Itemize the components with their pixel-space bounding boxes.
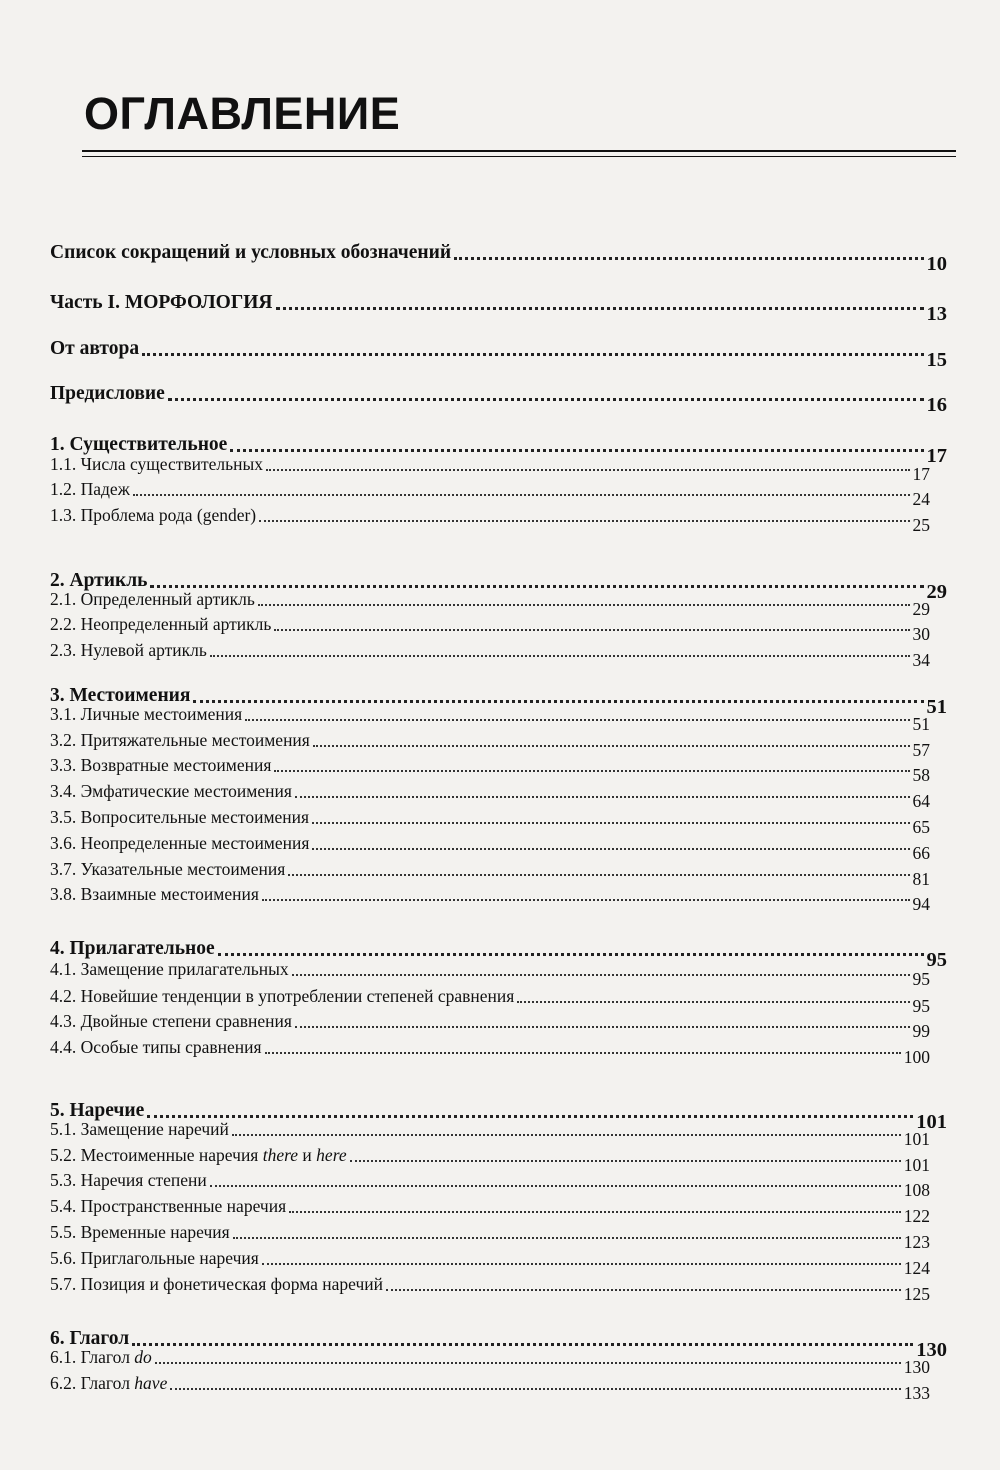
- toc-entry-title: Предисловие: [50, 383, 165, 404]
- toc-page-number: 29: [912, 599, 930, 619]
- toc-entry-title: 3.6. Неопределенные местоимения: [50, 833, 310, 853]
- toc-subsection-row: [50, 956, 930, 989]
- toc-page-number: 95: [912, 996, 930, 1016]
- toc-page-number: 94: [912, 894, 930, 914]
- toc-entry-title: 5.7. Позиция и фонетическая форма наречий: [50, 1274, 384, 1294]
- toc-section-row: [50, 328, 947, 371]
- toc-page-number: 30: [912, 624, 930, 644]
- dot-leader: [313, 735, 910, 747]
- toc-subsection-row: [50, 1167, 930, 1200]
- toc-entry-title: Часть I. МОРФОЛОГИЯ: [50, 292, 273, 313]
- toc-entry-title: 3.5. Вопросительные местоимения: [50, 807, 310, 827]
- toc-entry-title: 4. Прилагательное: [50, 938, 215, 959]
- dot-leader: [295, 786, 910, 798]
- toc-subsection-row: [50, 881, 930, 914]
- toc-entry-title: 3.3. Возвратные местоимения: [50, 755, 272, 775]
- dot-leader: [210, 645, 910, 657]
- toc-entry-title: От автора: [50, 338, 140, 359]
- toc-page-number: 16: [926, 394, 947, 416]
- toc-entry-title: 3. Местоимения: [50, 685, 191, 706]
- toc-entry-italic-term: here: [316, 1145, 347, 1165]
- dot-leader: [454, 247, 923, 260]
- toc-subsection-row: [50, 983, 930, 1016]
- toc-subsection-row: [50, 611, 930, 644]
- toc-subsection-row: [50, 752, 930, 785]
- toc-page-number: 108: [903, 1180, 930, 1200]
- dot-leader: [218, 943, 924, 956]
- toc-entry-title: 3.4. Эмфатические местоимения: [50, 781, 292, 801]
- toc-entry-title: 5.4. Пространственные наречия: [50, 1196, 287, 1216]
- toc-entry-title: 6. Глагол: [50, 1328, 130, 1349]
- dot-leader: [133, 484, 910, 496]
- toc-entry-title: 2.2. Неопределенный артикль: [50, 614, 272, 634]
- toc-page-number: 13: [926, 303, 947, 325]
- toc-page-number: 51: [912, 714, 930, 734]
- dot-leader: [295, 1016, 910, 1028]
- toc-page-number: 66: [912, 843, 930, 863]
- toc-page-number: 95: [926, 949, 947, 971]
- toc-page-number: 130: [916, 1339, 947, 1361]
- toc-page-number: 101: [903, 1129, 930, 1149]
- toc-page-number: 25: [912, 515, 930, 535]
- toc-section-row: [50, 232, 947, 275]
- toc-page-number: 65: [912, 817, 930, 837]
- toc-subsection-row: [50, 1271, 930, 1304]
- toc-page-number: 95: [912, 969, 930, 989]
- toc-entry-title: 5.1. Замещение наречий: [50, 1119, 229, 1139]
- toc-page-number: 100: [903, 1047, 930, 1067]
- toc-subsection-row: [50, 586, 930, 619]
- dot-leader: [274, 760, 909, 772]
- toc-page-number: 64: [912, 791, 930, 811]
- toc-entry-title: [50, 1347, 152, 1368]
- toc-section-row: [50, 373, 947, 416]
- toc-page-number: 133: [903, 1383, 930, 1403]
- toc-page-number: 123: [903, 1232, 930, 1252]
- toc-entry-title: 5. Наречие: [50, 1100, 145, 1121]
- dot-leader: [210, 1175, 901, 1187]
- dot-leader: [517, 991, 909, 1003]
- toc-subsection-row: [50, 856, 930, 889]
- toc-subsection-row: [50, 1344, 930, 1377]
- toc-entry-title: 2.1. Определенный артикль: [50, 589, 255, 609]
- toc-subsection-row: [50, 1142, 930, 1175]
- toc-entry-title: 3.2. Притяжательные местоимения: [50, 730, 310, 750]
- toc-page-number: 15: [926, 349, 947, 371]
- dot-leader: [289, 1201, 901, 1213]
- toc-entry-title: 4.4. Особые типы сравнения: [50, 1037, 262, 1057]
- toc-subsection-row: [50, 804, 930, 837]
- toc-subsection-row: [50, 778, 930, 811]
- toc-entry-title: 4.2. Новейшие тенденции в употреблении степеней сравнения: [50, 986, 515, 1006]
- dot-leader: [262, 889, 910, 901]
- dot-leader: [265, 1042, 901, 1054]
- dot-leader: [274, 619, 909, 631]
- toc-entry-title: 4.1. Замещение прилагательных: [50, 959, 289, 979]
- toc-entry-title: 5.5. Временные наречия: [50, 1222, 230, 1242]
- toc-page-number: 125: [903, 1284, 930, 1304]
- toc-page-number: 10: [926, 253, 947, 275]
- toc-subsection-row: [50, 1219, 930, 1252]
- toc-entry-text: 6.1. Глагол: [50, 1347, 135, 1367]
- toc-entry-title: Список сокращений и условных обозначений: [50, 242, 452, 263]
- toc-entry-title: [50, 1145, 347, 1166]
- toc-entry-title: 4.3. Двойные степени сравнения: [50, 1011, 292, 1031]
- dot-leader: [312, 838, 909, 850]
- toc-page-number: 124: [903, 1258, 930, 1278]
- toc-page-number: 17: [912, 464, 930, 484]
- toc-page-number: 58: [912, 765, 930, 785]
- toc-subsection-row: [50, 502, 930, 535]
- dot-leader: [312, 812, 909, 824]
- toc-entry-text: 5.2. Местоименные наречия: [50, 1145, 263, 1165]
- toc-entry-italic-term: do: [134, 1347, 152, 1367]
- toc-page-number: 101: [916, 1111, 947, 1133]
- toc-entry-title: 1.1. Числа существительных: [50, 454, 264, 474]
- toc-entry-title: 2. Артикль: [50, 570, 148, 591]
- toc-page-number: 81: [912, 869, 930, 889]
- toc-entry-title: [50, 1373, 167, 1394]
- toc-page-number: 29: [926, 581, 947, 603]
- toc-page-number: 57: [912, 740, 930, 760]
- toc-entry-text: и: [298, 1145, 317, 1165]
- toc-page-number: 99: [912, 1021, 930, 1041]
- dot-leader: [232, 1124, 901, 1136]
- dot-leader: [258, 594, 910, 606]
- toc-page-number: 122: [903, 1206, 930, 1226]
- toc-page-number: 34: [912, 650, 930, 670]
- dot-leader: [276, 297, 924, 310]
- toc-subsection-row: [50, 476, 930, 509]
- dot-leader: [288, 864, 909, 876]
- dot-leader: [142, 343, 923, 356]
- toc-entry-title: 3.1. Личные местоимения: [50, 704, 243, 724]
- toc-page-number: 24: [912, 489, 930, 509]
- toc-subsection-row: [50, 830, 930, 863]
- toc-page-number: 101: [903, 1155, 930, 1175]
- toc-subsection-row: [50, 637, 930, 670]
- toc-subsection-row: [50, 1034, 930, 1067]
- toc-page-number: 130: [903, 1357, 930, 1377]
- dot-leader: [386, 1279, 901, 1291]
- dot-leader: [155, 1352, 901, 1364]
- dot-leader: [170, 1378, 900, 1390]
- toc-entry-title: 5.3. Наречия степени: [50, 1170, 207, 1190]
- toc-entry-title: 3.7. Указательные местоимения: [50, 859, 286, 879]
- toc-entry-title: 3.8. Взаимные местоимения: [50, 884, 259, 904]
- toc-entry-italic-term: have: [134, 1373, 168, 1393]
- toc-page-number: 17: [926, 445, 947, 467]
- toc-subsection-row: [50, 727, 930, 760]
- dot-leader: [266, 459, 909, 471]
- toc-subsection-row: [50, 451, 930, 484]
- toc-entry-title: 1.3. Проблема рода (gender): [50, 505, 257, 525]
- dot-leader: [259, 510, 909, 522]
- toc-entry-text: 6.2. Глагол: [50, 1373, 135, 1393]
- dot-leader: [233, 1227, 901, 1239]
- toc-subsection-row: [50, 1008, 930, 1041]
- toc-entry-title: 5.6. Приглагольные наречия: [50, 1248, 259, 1268]
- toc-entry-title: 2.3. Нулевой артикль: [50, 640, 207, 660]
- toc-entry-title: 1.2. Падеж: [50, 479, 130, 499]
- toc-entry-title: 1. Существительное: [50, 434, 228, 455]
- toc-subsection-row: [50, 1370, 930, 1403]
- toc-entry-italic-term: there: [262, 1145, 299, 1165]
- toc-subsection-row: [50, 1116, 930, 1149]
- dot-leader: [245, 709, 909, 721]
- toc-subsection-row: [50, 1193, 930, 1226]
- toc-page-number: 51: [926, 696, 947, 718]
- dot-leader: [350, 1150, 901, 1162]
- toc-subsection-row: [50, 1245, 930, 1278]
- toc-section-row: [50, 282, 947, 325]
- dot-leader: [168, 388, 924, 401]
- dot-leader: [262, 1253, 901, 1265]
- page-title: ОГЛАВЛЕНИЕ: [84, 88, 401, 139]
- toc-subsection-row: [50, 701, 930, 734]
- dot-leader: [292, 964, 910, 976]
